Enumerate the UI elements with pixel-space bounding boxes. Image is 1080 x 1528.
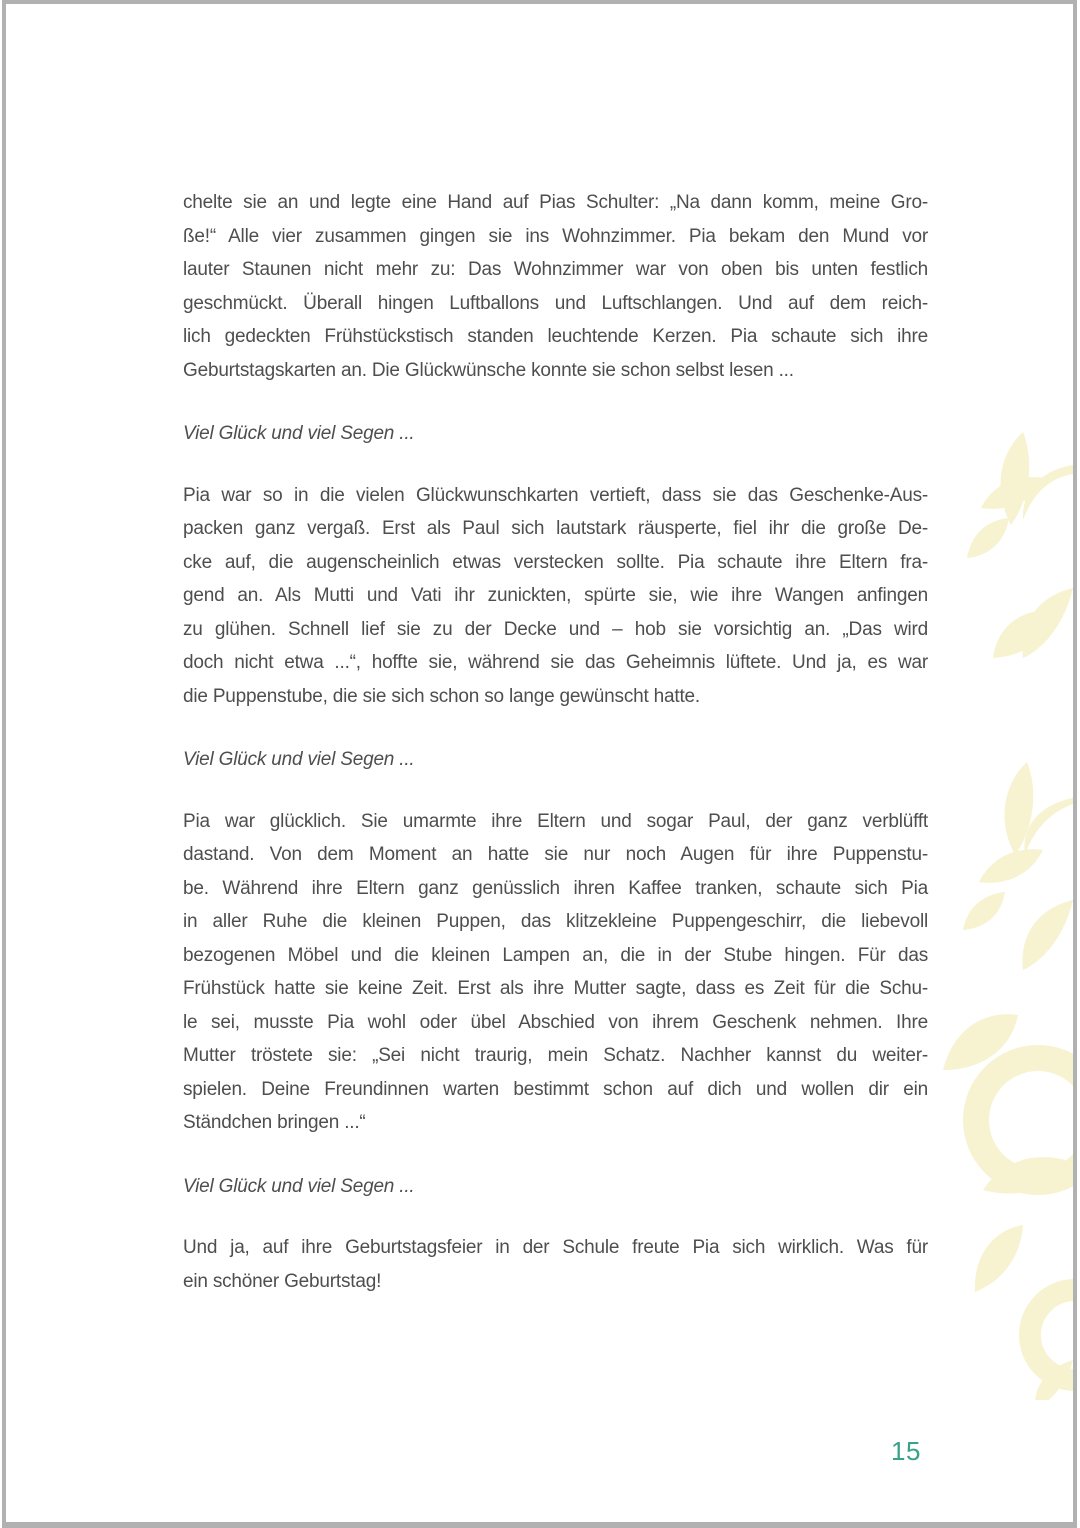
text-line: chelte sie an und legte eine Hand auf Pias Schulter: „Na dann komm, meine Gro- xyxy=(183,192,928,213)
text-line: be. Während ihre Eltern ganz genüsslich ihren Kaffee tranken, schaute sich Pia xyxy=(183,877,928,899)
text-line: bezogenen Möbel und die kleinen Lampen an, die in der Stube hingen. Für das xyxy=(183,944,928,966)
text-line: in aller Ruhe die kleinen Puppen, das klitzekleine Puppengeschirr, die liebevoll xyxy=(183,911,928,932)
paragraph xyxy=(183,805,928,1140)
text-line: Mutter tröstete sie: „Sei nicht traurig, mein Schatz. Nachher kannst du weiter- xyxy=(183,1045,928,1066)
text-line: ße!“ Alle vier zusammen gingen sie ins Wohnzimmer. Pia bekam den Mund vor xyxy=(183,225,928,247)
text-block xyxy=(183,186,928,1298)
refrain-line: Viel Glück und viel Segen ... xyxy=(183,1175,415,1197)
refrain-line: Viel Glück und viel Segen ... xyxy=(183,423,415,444)
paragraph xyxy=(183,1231,928,1298)
floral-ornament-icon xyxy=(923,430,1073,1400)
paragraph xyxy=(183,186,928,387)
text-line: geschmückt. Überall hingen Luftballons und Luftschlangen. Und auf dem reich- xyxy=(183,292,928,314)
text-line: gend an. Als Mutti und Vati ihr zunickten, spürte sie, wie ihre Wangen anfingen xyxy=(183,585,928,606)
text-line: Geburtstagskarten an. Die Glückwünsche konnte sie schon selbst lesen ... xyxy=(183,359,794,381)
text-line: Pia war so in die vielen Glückwunschkarten vertieft, dass sie das Geschenke-Aus- xyxy=(183,484,928,506)
text-line: spielen. Deine Freundinnen warten bestimmt schon auf dich und wollen dir ein xyxy=(183,1078,928,1100)
text-line: lauter Staunen nicht mehr zu: Das Wohnzimmer war von oben bis unten festlich xyxy=(183,259,928,280)
page-number: 15 xyxy=(891,1436,921,1466)
text-line: lich gedeckten Frühstückstisch standen leuchtende Kerzen. Pia schaute sich ihre xyxy=(183,326,928,347)
text-line: die Puppenstube, die sie sich schon so lange gewünscht hatte. xyxy=(183,685,700,707)
text-line: packen ganz vergaß. Erst als Paul sich lautstark räusperte, fiel ihr die große De- xyxy=(183,518,928,539)
text-line: Frühstück hatte sie keine Zeit. Erst als ihre Mutter sagte, dass es Zeit für die Schu- xyxy=(183,978,928,999)
text-line: zu glühen. Schnell lief sie zu der Decke und – hob sie vorsichtig an. „Das wird xyxy=(183,618,928,640)
refrain-line: Viel Glück und viel Segen ... xyxy=(183,749,415,770)
book-page xyxy=(2,0,1077,1528)
text-line: doch nicht etwa ...“, hoffte sie, während sie das Geheimnis lüftete. Und ja, es war xyxy=(183,652,928,673)
ornament-shapes xyxy=(943,432,1073,1400)
text-line: Und ja, auf ihre Geburtstagsfeier in der Schule freute Pia sich wirklich. Was für xyxy=(183,1237,928,1258)
text-line: ein schöner Geburtstag! xyxy=(183,1270,382,1292)
text-line: Ständchen bringen ...“ xyxy=(183,1112,366,1133)
text-line: dastand. Von dem Moment an hatte sie nur noch Augen für ihre Puppenstu- xyxy=(183,844,928,865)
paragraph xyxy=(183,479,928,714)
text-line: le sei, musste Pia wohl oder übel Abschied von ihrem Geschenk nehmen. Ihre xyxy=(183,1011,928,1033)
text-line: Pia war glücklich. Sie umarmte ihre Eltern und sogar Paul, der ganz verblüfft xyxy=(183,810,928,832)
text-line: cke auf, die augenscheinlich etwas verstecken sollte. Pia schaute ihre Eltern fra- xyxy=(183,551,928,573)
